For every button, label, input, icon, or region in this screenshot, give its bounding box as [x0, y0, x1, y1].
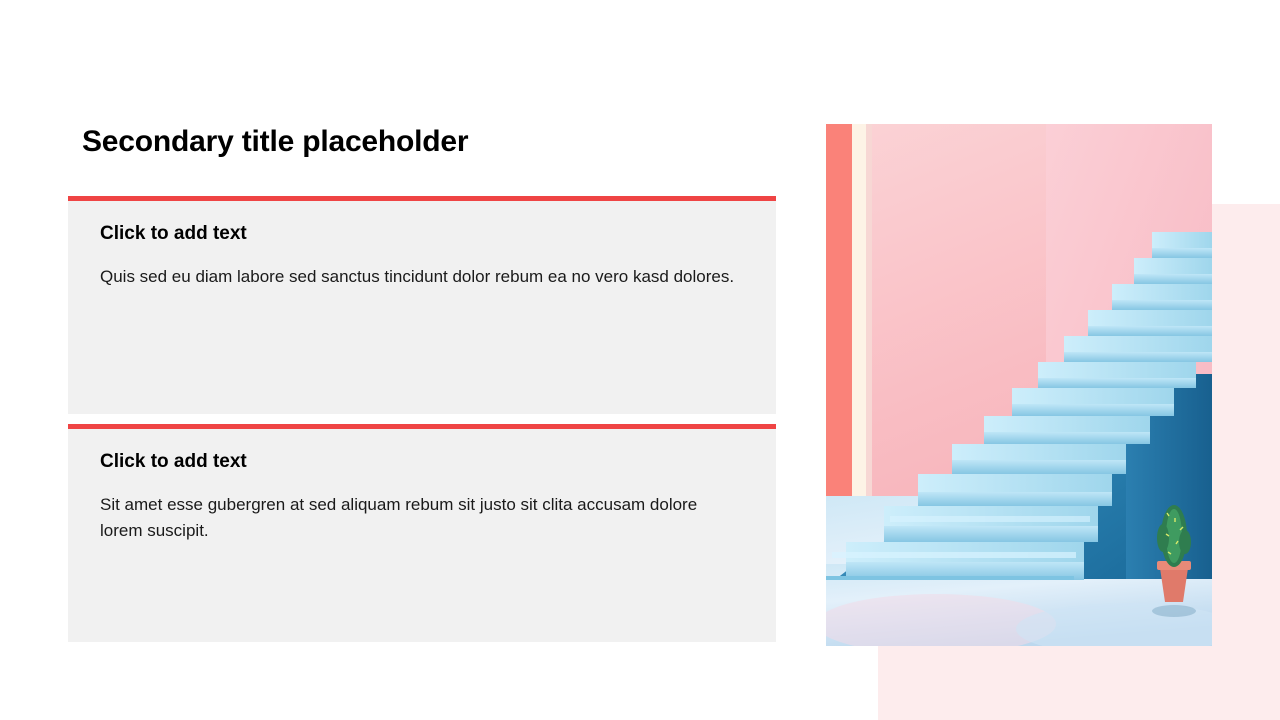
- text-card-1[interactable]: [68, 196, 776, 414]
- text-card-2-body[interactable]: Sit amet esse gubergren at sed aliquam rebum sit justo sit clita accusam dolore lorem suscipit.: [100, 494, 698, 541]
- left-content-column: [68, 124, 776, 160]
- text-card-1-inner: [68, 201, 776, 290]
- staircase-image: [826, 124, 1212, 646]
- page-title: Secondary title placeholder: [82, 125, 469, 158]
- text-card-2-inner: [68, 429, 776, 544]
- text-card-2[interactable]: [68, 424, 776, 642]
- text-card-1-body[interactable]: Quis sed eu diam labore sed sanctus tincidunt dolor rebum ea no vero kasd dolores.: [100, 266, 735, 286]
- text-card-2-heading[interactable]: Click to add text: [100, 451, 247, 472]
- text-card-1-heading[interactable]: Click to add text: [100, 223, 247, 244]
